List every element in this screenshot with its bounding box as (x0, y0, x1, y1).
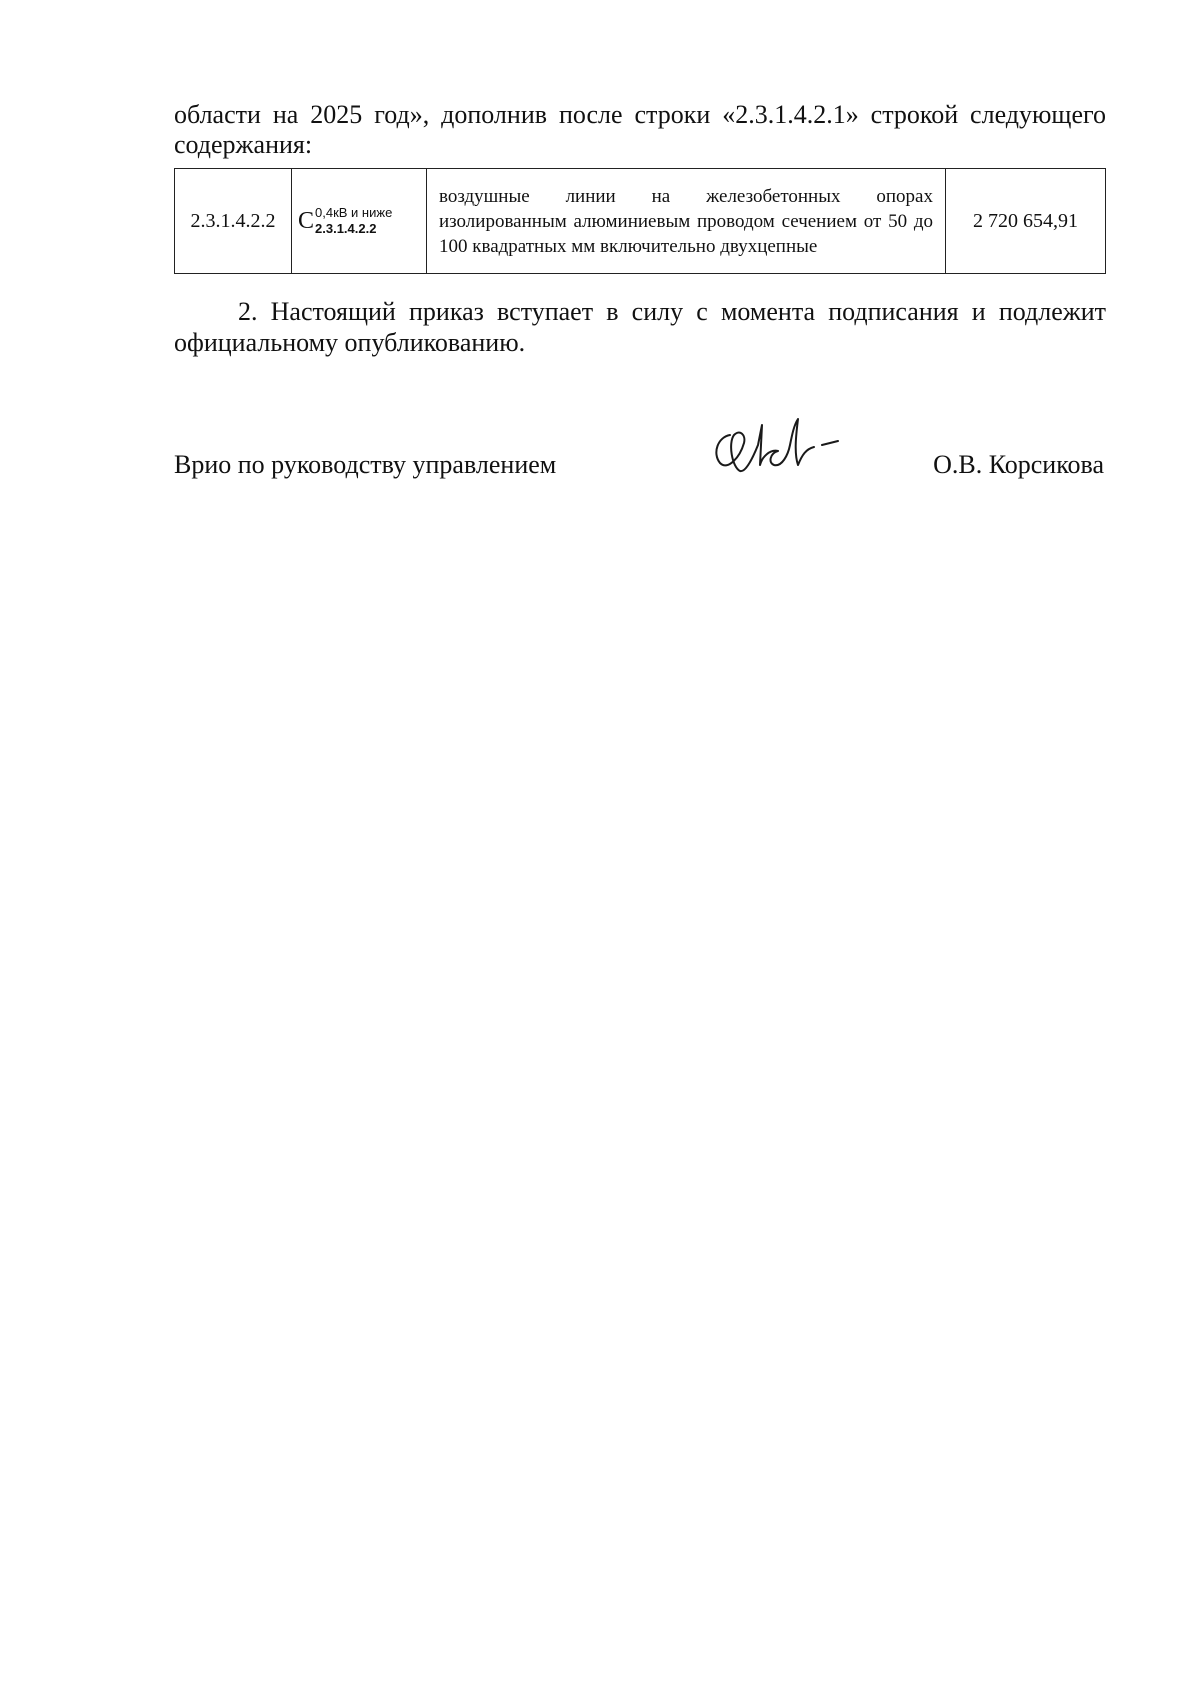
intro-paragraph: области на 2025 год», дополнив после строки «2.3.1.4.2.1» строкой следующего содержания: (174, 100, 1106, 159)
row-symbol-cell (292, 169, 427, 274)
handwritten-signature (710, 405, 860, 485)
symbol-superscript: 0,4кВ и ниже (315, 205, 393, 220)
signatory-name: О.В. Корсикова (933, 450, 1104, 479)
row-amount-cell: 2 720 654,91 (946, 169, 1106, 274)
symbol-index (315, 205, 392, 237)
clause-2-paragraph: 2. Настоящий приказ вступает в силу с момента подписания и подлежит официальному опубликованию. (174, 297, 1106, 357)
signatory-title: Врио по руководству управлением (174, 450, 557, 479)
symbol-subscript: 2.3.1.4.2.2 (315, 221, 377, 236)
table-row (175, 169, 1106, 274)
symbol-base: C (298, 207, 315, 234)
amendment-table (174, 168, 1106, 274)
row-description-cell: воздушные линии на железобетонных опорах изолированным алюминиевым проводом сечением от 50 до 100 квадратных мм включительно двухцепные (427, 169, 946, 274)
row-code-cell: 2.3.1.4.2.2 (175, 169, 292, 274)
